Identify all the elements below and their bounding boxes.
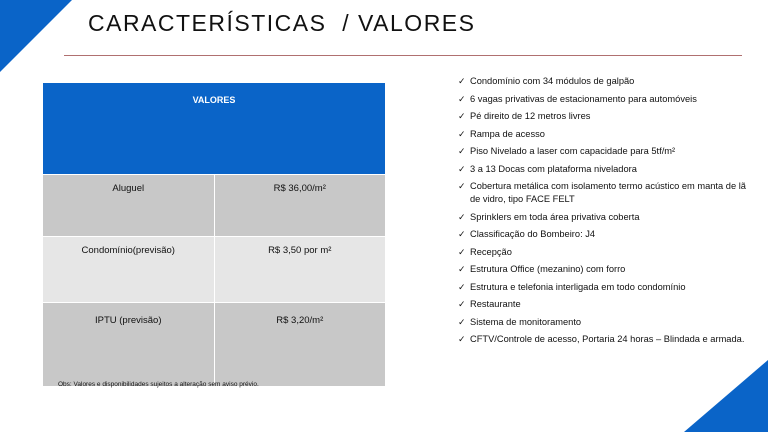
list-item [458, 263, 758, 276]
check-icon: ✓ [458, 181, 466, 191]
values-table [42, 82, 386, 387]
feature-text: 3 a 13 Docas com plataforma niveladora [470, 163, 637, 174]
corner-decoration-bottom-right [684, 360, 768, 432]
list-item [458, 180, 758, 206]
row-value: R$ 3,50 por m² [214, 237, 386, 303]
check-icon: ✓ [458, 264, 466, 274]
feature-text: CFTV/Controle de acesso, Portaria 24 horas – Blindada e armada. [470, 334, 745, 344]
table-row [43, 175, 386, 237]
row-value: R$ 3,20/m² [214, 303, 386, 387]
check-icon: ✓ [458, 334, 466, 344]
feature-text: Recepção [470, 246, 512, 257]
check-icon: ✓ [458, 229, 466, 239]
row-label: Condomínio(previsão) [43, 237, 215, 303]
list-item [458, 316, 758, 329]
feature-text: Estrutura Office (mezanino) com forro [470, 264, 626, 274]
check-icon: ✓ [458, 93, 466, 104]
feature-text: Classificação do Bombeiro: J4 [470, 229, 596, 239]
page-title: CARACTERÍSTICAS / VALORES [88, 10, 476, 36]
list-item [458, 128, 758, 141]
list-item [458, 298, 758, 311]
feature-text: Sprinklers em toda área privativa coberta [470, 211, 640, 222]
list-item [458, 75, 758, 88]
disclaimer-note: Obs: Valores e disponibilidades sujeitos a alteração sem aviso prévio. [58, 381, 259, 388]
corner-decoration-top-left [0, 0, 72, 72]
check-icon: ✓ [458, 281, 466, 292]
feature-text: Restaurante [470, 299, 521, 309]
feature-text: 6 vagas privativas de estacionamento para automóveis [470, 93, 697, 104]
feature-text: Cobertura metálica com isolamento termo acústico em manta de lã de vidro, tipo FACE FELT [470, 181, 746, 204]
features-list [458, 75, 758, 351]
list-item [458, 145, 758, 158]
check-icon: ✓ [458, 163, 466, 174]
check-icon: ✓ [458, 128, 466, 139]
list-item [458, 211, 758, 224]
list-item [458, 110, 758, 123]
check-icon: ✓ [458, 76, 466, 86]
list-item [458, 246, 758, 259]
table-row [43, 303, 386, 387]
feature-text: Rampa de acesso [470, 128, 545, 139]
feature-text: Condomínio com 34 módulos de galpão [470, 76, 635, 86]
title-divider [64, 55, 742, 56]
check-icon: ✓ [458, 111, 466, 121]
list-item [458, 163, 758, 176]
list-item [458, 93, 758, 106]
row-value: R$ 36,00/m² [214, 175, 386, 237]
feature-text: Estrutura e telefonia interligada em todo condomínio [470, 281, 686, 292]
check-icon: ✓ [458, 246, 466, 257]
feature-text: Pé direito de 12 metros livres [470, 111, 591, 121]
row-label: Aluguel [43, 175, 215, 237]
feature-text: Piso Nivelado a laser com capacidade para 5tf/m² [470, 146, 676, 156]
list-item [458, 333, 758, 346]
table-row [43, 237, 386, 303]
list-item [458, 228, 758, 241]
check-icon: ✓ [458, 299, 466, 309]
values-table-header: VALORES [43, 83, 386, 175]
check-icon: ✓ [458, 316, 466, 327]
check-icon: ✓ [458, 211, 466, 222]
row-label: IPTU (previsão) [43, 303, 215, 387]
check-icon: ✓ [458, 146, 466, 156]
list-item [458, 281, 758, 294]
feature-text: Sistema de monitoramento [470, 316, 582, 327]
